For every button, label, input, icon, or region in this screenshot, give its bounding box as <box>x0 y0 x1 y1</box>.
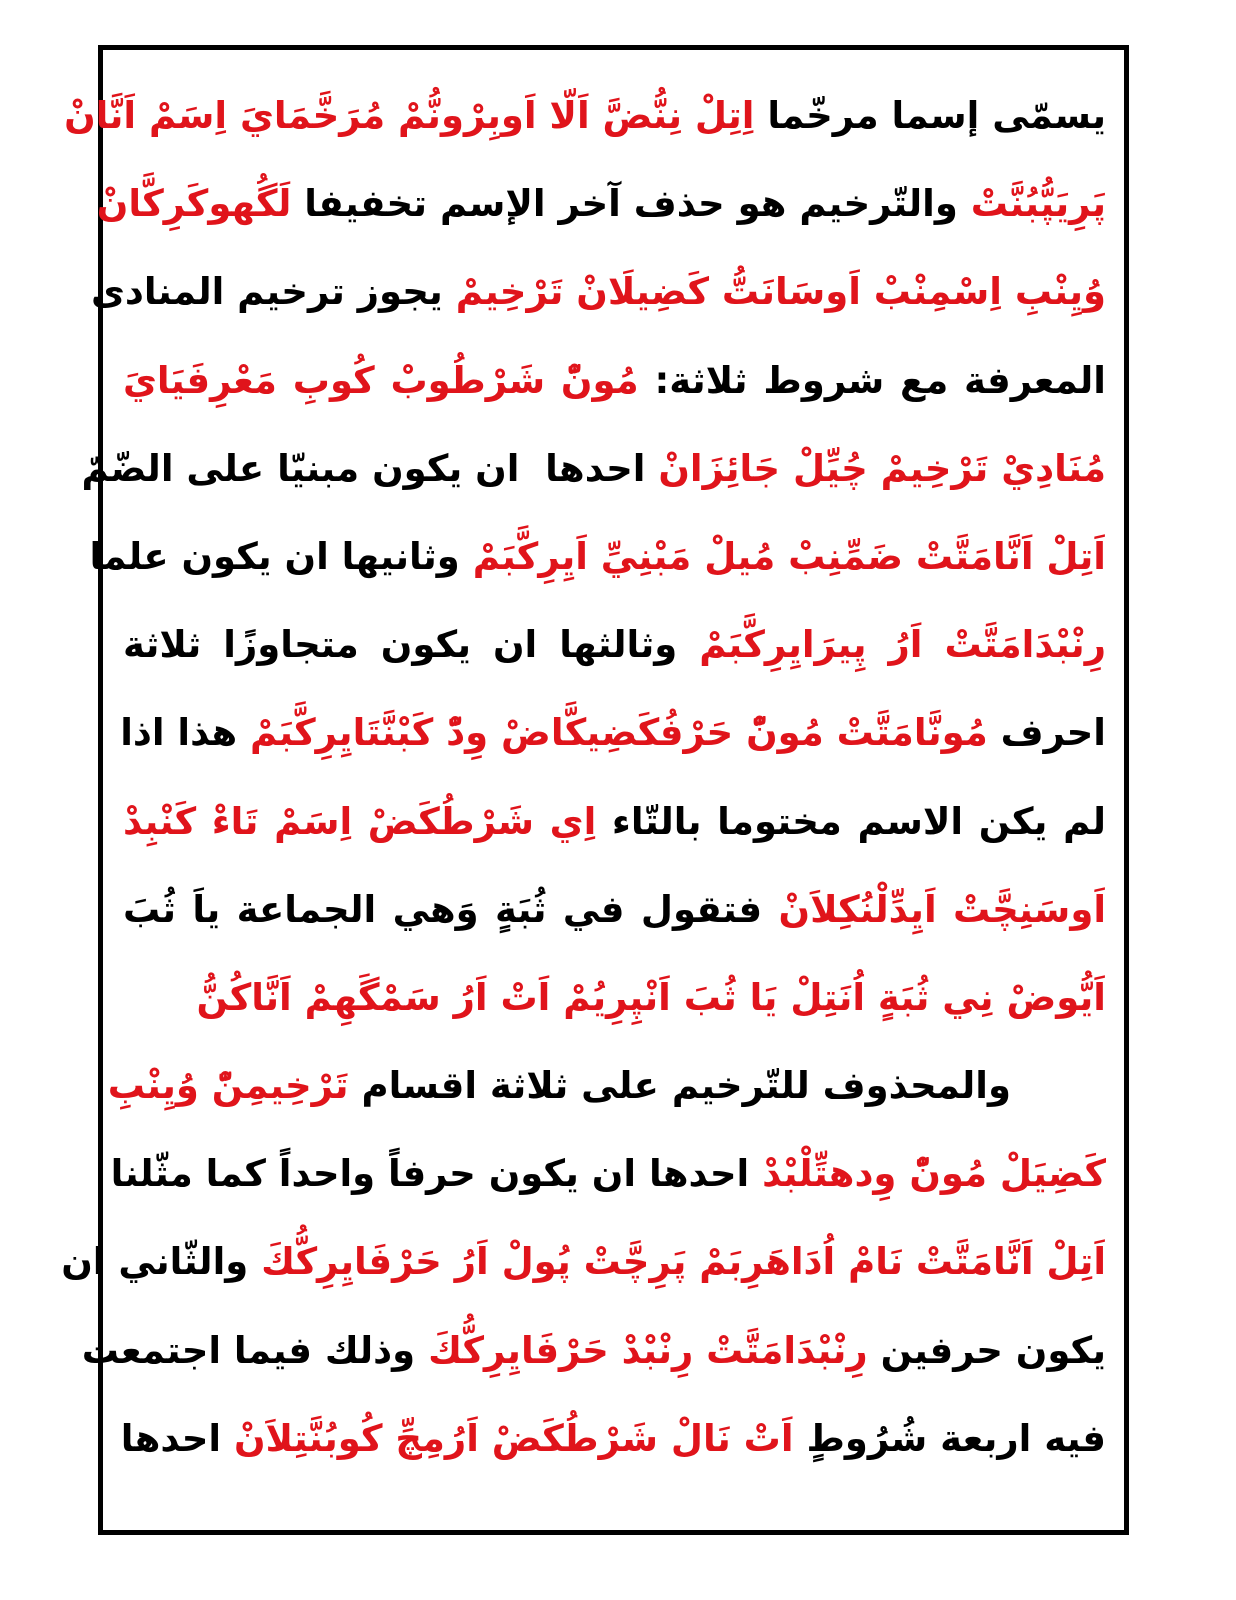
translation-segment: اِي شَرْطُكَضْ اِسَمْ تَاءْ كَنْبِدْ <box>123 799 597 843</box>
text-line <box>96 160 1106 248</box>
arabic-segment: وثالثها ان يكون متجاوزًا ثلاثة <box>123 623 678 667</box>
translation-segment: اَتِلْ اَنَّامَتَّتْ ضَمِّنِبْ مُيلْ مَبْنِيِّ اَيِرِكَّبَمْ <box>472 534 1106 578</box>
text-line <box>120 689 1106 777</box>
arabic-segment: يسمّى إسما مرخّما <box>767 94 1106 137</box>
translation-segment: اَتْ نَالْ شَرْطُكَضْ اَرُمِچِّ كُوبُنَّتِلاَنْ <box>233 1416 794 1460</box>
arabic-segment: احرف <box>1000 711 1106 755</box>
text-line <box>64 72 1106 160</box>
arabic-segment: وذلك فيما اجتمعت <box>81 1328 416 1372</box>
text-line <box>123 601 1106 689</box>
text-line <box>123 337 1106 425</box>
text-line <box>123 954 1106 1042</box>
text-line <box>81 1307 1106 1395</box>
arabic-segment: يكون حرفين <box>880 1328 1106 1372</box>
arabic-segment: احدها ان يكون مبنيّا على الضّمّ <box>81 446 646 490</box>
arabic-segment: يجوز ترخيم المنادى <box>91 270 443 314</box>
translation-segment: اَيُّوضْ نِي ثُبَةٍ اُنَتِلْ يَا ثُبَ اَنْپِرِيُمْ اَتْ اَرُ سَمْگَهِمْ اَنَّاكُنُّ <box>196 975 1106 1019</box>
translation-segment: پَرِيَپُّبُنَّتْ <box>970 182 1106 226</box>
text-line <box>107 1042 1106 1130</box>
arabic-segment: احدها <box>120 1416 222 1460</box>
translation-segment: كَضِيَلْ مُونّْ وِدهتِّلْبْدْ <box>762 1152 1106 1196</box>
translation-segment: اَتِلْ اَنَّامَتَّتْ نَامْ اُدَاهَرِبَمْ پَرِچَّتْ پُولْ اَرُ حَرْفَايِرِكُّكَ <box>261 1240 1106 1284</box>
page-border <box>61 45 1129 1535</box>
arabic-segment: المعرفة مع شروط ثلاثة: <box>654 358 1106 402</box>
translation-segment: مُنَادِيْ تَرْخِيمْ چُيِّلْ جَائِزَانْ <box>658 446 1106 490</box>
arabic-segment: والمحذوف للتّرخيم على ثلاثة اقسام <box>361 1064 1011 1108</box>
arabic-segment: والتّرخيم هو حذف آخر الإسم تخفيفا <box>304 182 958 226</box>
translation-segment: رِنْبْدَامَتَّتْ رِنْبْدْ حَرْفَايِرِكُّكَ <box>428 1328 868 1372</box>
translation-segment: تَرْخِيمِنّْ وُيِنْبِ <box>107 1064 349 1108</box>
text-line <box>89 513 1106 601</box>
text-line <box>123 866 1106 954</box>
text-line <box>81 425 1106 513</box>
translation-segment: مُونَّامَتَّتْ مُونّْ حَرْفُكَضِيكَّاضْ وِدّْ كَبْنَّتَايِرِكَّبَمْ <box>250 711 988 755</box>
body-text <box>61 72 1107 1483</box>
arabic-segment: هذا اذا <box>120 711 238 755</box>
arabic-segment: فيه اربعة شُرُوطٍ <box>806 1416 1106 1460</box>
translation-segment: مُونّْ شَرْطُوبْ كُوبِ مَعْرِفَيَايَ <box>123 358 639 402</box>
translation-segment: لَگُهوكَرِكَّانْ <box>96 182 292 226</box>
text-line <box>110 1130 1106 1218</box>
translation-segment: اِتِلْ نِنُّضَّ اَلّا اَوبِرْونُّمْ مُرَخَّمَايَ اِسَمْ اَنَّانْ <box>64 94 755 137</box>
text-line <box>91 248 1106 336</box>
translation-segment: وُيِنْبِ اِسْمِنْبْ اَوسَانَتُّ كَضِيلَانْ تَرْخِيمْ <box>455 270 1106 314</box>
translation-segment: رِنْبْدَامَتَّتْ اَرُ پِيرَايِرِكَّبَمْ <box>699 623 1106 667</box>
arabic-segment: احدها ان يكون حرفاً واحداً كما مثّلنا <box>110 1152 750 1196</box>
arabic-segment: فتقول في ثُبَةٍ وَهي الجماعة ياَ ثُبَ <box>123 887 763 931</box>
text-line <box>61 1218 1106 1306</box>
arabic-segment: وثانيها ان يكون علما <box>89 534 460 578</box>
arabic-segment: والثّاني ان <box>61 1240 249 1284</box>
text-line <box>120 1395 1106 1483</box>
text-line <box>123 778 1106 866</box>
arabic-segment: لم يكن الاسم مختوما بالتّاء <box>611 799 1106 843</box>
translation-segment: اَوسَنِچَّتْ اَيِدِّلْنُكِلاَنْ <box>778 887 1107 931</box>
